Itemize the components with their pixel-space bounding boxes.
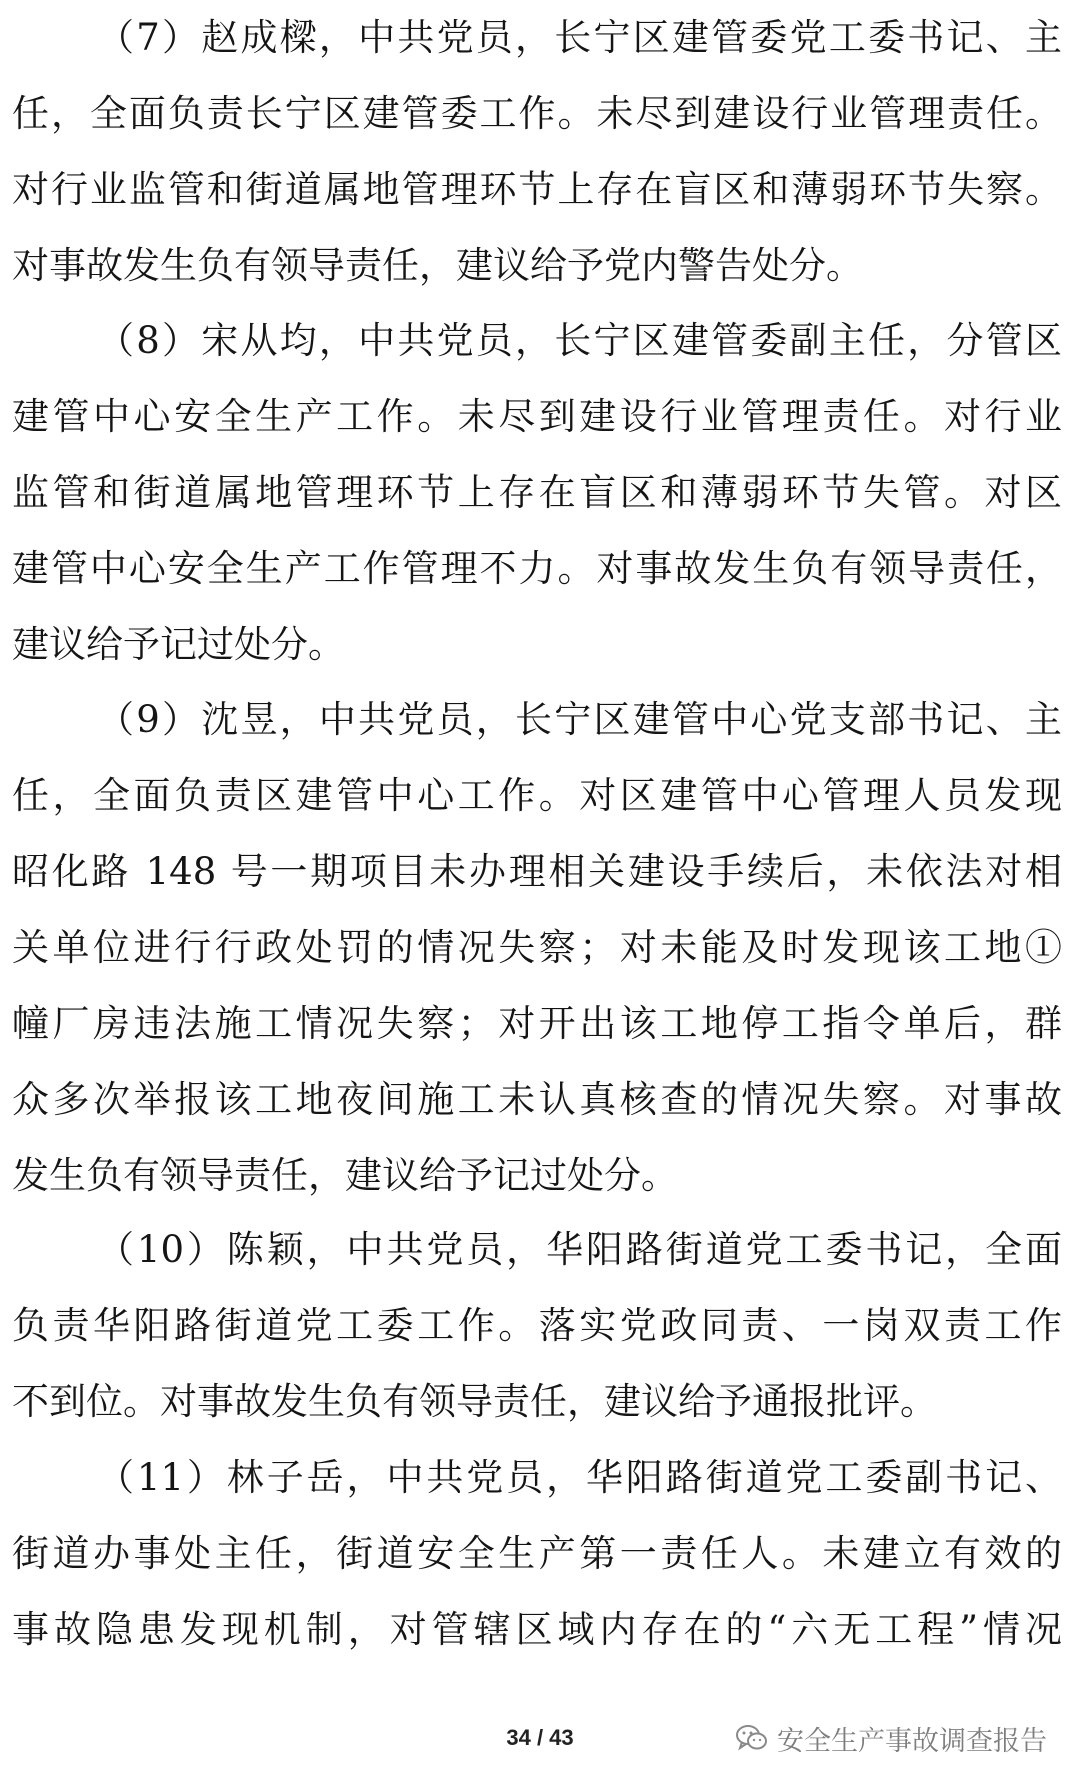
page-number: 34 / 43 — [506, 1725, 574, 1750]
text-line: 事故隐患发现机制，对管辖区域内存在的“六无工程”情况 — [12, 1608, 1062, 1651]
text-line: 任，全面负责长宁区建管委工作。未尽到建设行业管理责任。 — [12, 92, 1062, 135]
text-line: 幢厂房违法施工情况失察；对开出该工地停工指令单后，群 — [12, 1002, 1062, 1045]
text-line: 昭化路 148 号一期项目未办理相关建设手续后，未依法对相 — [12, 850, 1062, 893]
text-line: 建议给予记过处分。 — [12, 623, 345, 666]
text-line: 建管中心安全生产工作。未尽到建设行业管理责任。对行业 — [12, 395, 1062, 438]
text-line: （8）宋从均，中共党员，长宁区建管委副主任，分管区 — [97, 319, 1062, 362]
paragraph-11 — [12, 1440, 1062, 1668]
text-line: 发生负有领导责任，建议给予记过处分。 — [12, 1154, 678, 1197]
text-line: 对行业监管和街道属地管理环节上存在盲区和薄弱环节失察。 — [12, 168, 1062, 211]
text-line: （9）沈昱，中共党员，长宁区建管中心党支部书记、主 — [97, 698, 1062, 741]
paragraph-9 — [12, 682, 1062, 1214]
paragraph-10 — [12, 1212, 1062, 1440]
watermark — [735, 1718, 1047, 1758]
text-line: 众多次举报该工地夜间施工未认真核查的情况失察。对事故 — [12, 1078, 1062, 1121]
text-line: 负责华阳路街道党工委工作。落实党政同责、一岗双责工作 — [12, 1304, 1062, 1347]
text-line: 关单位进行行政处罚的情况失察；对未能及时发现该工地① — [12, 926, 1062, 969]
paragraph-7 — [12, 0, 1062, 304]
text-line: 街道办事处主任，街道安全生产第一责任人。未建立有效的 — [12, 1532, 1062, 1575]
text-line: 监管和街道属地管理环节上存在盲区和薄弱环节失管。对区 — [12, 471, 1062, 514]
text-line: （7）赵成樑，中共党员，长宁区建管委党工委书记、主 — [97, 16, 1062, 59]
paragraph-8 — [12, 303, 1062, 683]
watermark-text: 安全生产事故调查报告 — [777, 1725, 1047, 1757]
text-line: 不到位。对事故发生负有领导责任，建议给予通报批评。 — [12, 1380, 937, 1423]
wechat-icon — [735, 1723, 769, 1753]
text-line: 建管中心安全生产工作管理不力。对事故发生负有领导责任， — [12, 547, 1062, 590]
text-line: （10）陈颖，中共党员，华阳路街道党工委书记，全面 — [97, 1228, 1062, 1271]
text-line: 对事故发生负有领导责任，建议给予党内警告处分。 — [12, 244, 863, 287]
text-line: （11）林子岳，中共党员，华阳路街道党工委副书记、 — [97, 1456, 1062, 1499]
text-line: 任，全面负责区建管中心工作。对区建管中心管理人员发现 — [12, 774, 1062, 817]
